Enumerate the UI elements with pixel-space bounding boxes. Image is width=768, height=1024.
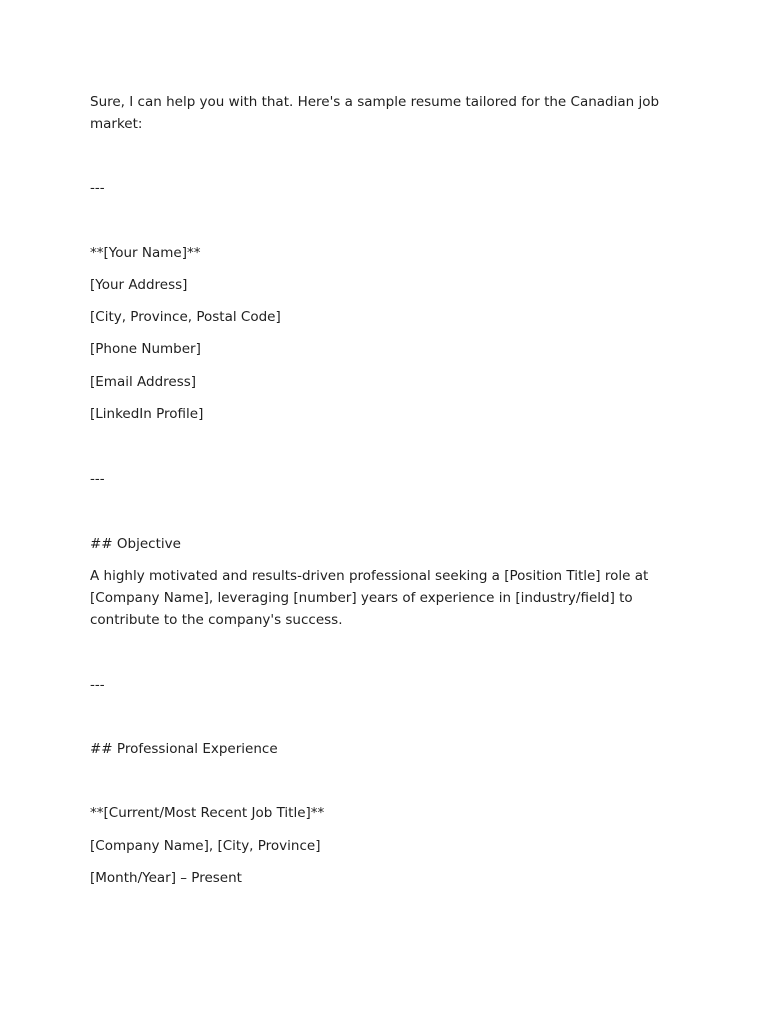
separator: --- [90,677,105,693]
separator: --- [90,471,105,487]
contact-linkedin: [LinkedIn Profile] [90,406,204,422]
job-dates: [Month/Year] – Present [90,870,242,886]
contact-address: [Your Address] [90,277,188,293]
separator: --- [90,180,105,196]
objective-heading: ## Objective [90,536,181,552]
job-title: **[Current/Most Recent Job Title]** [90,805,325,821]
contact-city-line: [City, Province, Postal Code] [90,309,281,325]
contact-name: **[Your Name]** [90,245,201,261]
objective-text: A highly motivated and results-driven professional seeking a [Position Title] role at [Company Name], leveraging [number] years of experience in [industry/field] to contribute to the company's success. [90,568,649,628]
contact-phone: [Phone Number] [90,341,201,357]
job-company: [Company Name], [City, Province] [90,838,321,854]
contact-email: [Email Address] [90,374,197,390]
experience-heading: ## Professional Experience [90,741,278,757]
intro-paragraph: Sure, I can help you with that. Here's a sample resume tailored for the Canadian job market: [90,94,660,132]
